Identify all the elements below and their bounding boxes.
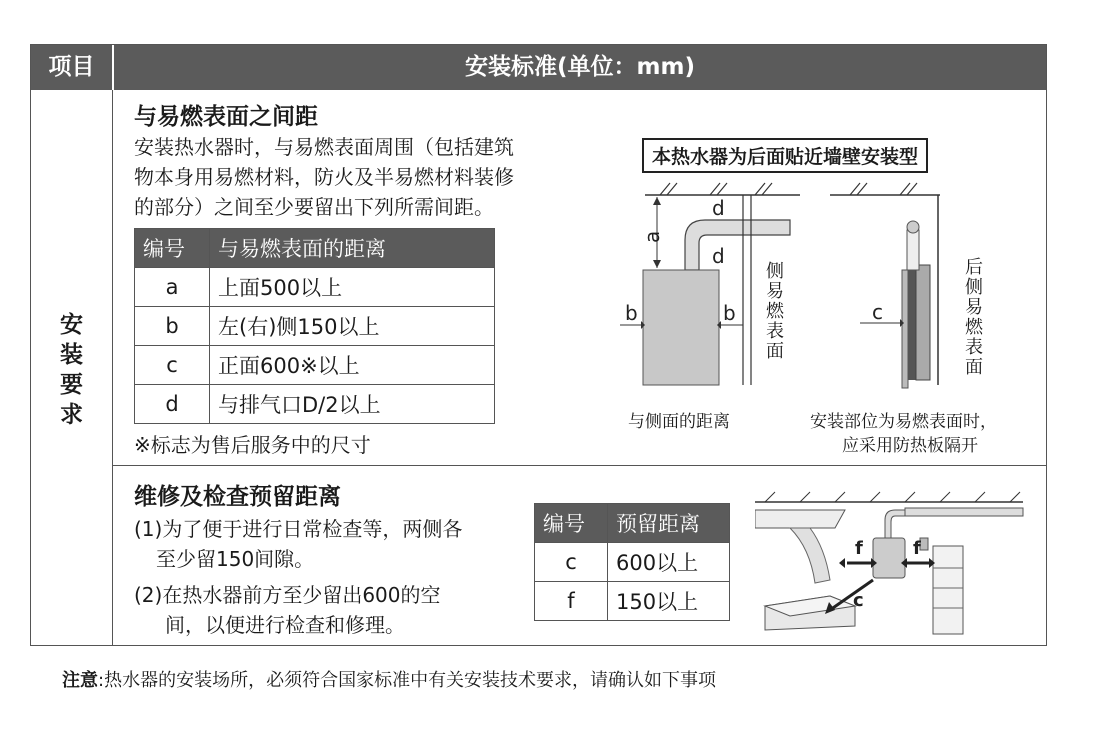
note-line: [62, 666, 716, 692]
table-cell: 150以上: [608, 582, 730, 621]
maintenance-diagram: [755, 488, 1025, 638]
table-cell: b: [135, 307, 210, 346]
footnote: ※标志为售后服务中的尺寸: [134, 433, 371, 457]
table-cell: 左(右)侧150以上: [210, 307, 495, 346]
maintenance-item: (1)为了便于进行日常检查等，两侧各: [134, 517, 463, 541]
header-item: 项目: [31, 45, 114, 90]
table-cell: 600以上: [608, 543, 730, 582]
diagram-letter-f: f: [913, 538, 921, 559]
diagram-letter-f: f: [855, 538, 863, 559]
table-row: [135, 385, 495, 424]
maintenance-item: 至少留150间隙。: [156, 547, 315, 571]
clearance-table: [534, 503, 730, 621]
diagram2-caption-line: 应采用防热板隔开: [842, 436, 978, 456]
diagram-letter-d: d: [712, 196, 725, 220]
section1-desc-line: 安装热水器时，与易燃表面周围（包括建筑: [134, 135, 514, 159]
maintenance-item: 间，以便进行检查和修理。: [165, 613, 405, 637]
diagram-letter-b: b: [723, 301, 736, 325]
table-cell: f: [535, 582, 608, 621]
section1-desc-line: 物本身用易燃材料，防火及半易燃材料装修: [134, 165, 514, 189]
diagram-letter-c: c: [853, 590, 864, 611]
table-row: [135, 346, 495, 385]
table-row: [535, 543, 730, 582]
diagram-letter-a: a: [640, 230, 664, 243]
diagram-letter-b: b: [625, 301, 638, 325]
table-cell: c: [535, 543, 608, 582]
side-flammable-label: 侧易燃表面: [766, 261, 784, 362]
table-cell: c: [135, 346, 210, 385]
table-row: [135, 268, 495, 307]
rear-wall-diagram: [830, 175, 970, 410]
table-cell: d: [135, 385, 210, 424]
maintenance-item: (2)在热水器前方至少留出600的空: [134, 583, 441, 607]
row-label: 安装要求: [60, 312, 83, 428]
section1-desc-line: 的部分）之间至少要留出下列所需间距。: [134, 195, 494, 219]
distance-table-header: 与易燃表面的距离: [210, 229, 495, 268]
table-cell: 上面500以上: [210, 268, 495, 307]
table-row: [135, 307, 495, 346]
distance-table-header: 编号: [135, 229, 210, 268]
diagram1-caption: 与侧面的距离: [628, 412, 730, 432]
diagram2-caption-line: 安装部位为易燃表面时，: [810, 412, 997, 432]
table-row: [535, 582, 730, 621]
note-label: 注意: [62, 670, 98, 691]
diagram-letter-d: d: [712, 244, 725, 268]
note-text: :热水器的安装场所，必须符合国家标准中有关安装技术要求，请确认如下事项: [98, 670, 717, 691]
table-cell: 与排气口D/2以上: [210, 385, 495, 424]
clearance-table-header: 编号: [535, 504, 608, 543]
distance-table: [134, 228, 495, 424]
header-standard: 安装标准(单位：mm): [465, 54, 695, 80]
clearance-table-header: 预留距离: [608, 504, 730, 543]
diagram-title: 本热水器为后面贴近墙壁安装型: [642, 138, 928, 173]
diagram-letter-c: c: [872, 300, 883, 324]
section-divider: [112, 465, 1046, 466]
row-label-cell: [31, 90, 113, 645]
rear-flammable-label: 后侧易燃表面: [965, 257, 983, 378]
section2-title: 维修及检查预留距离: [134, 484, 341, 510]
table-cell: a: [135, 268, 210, 307]
section1-title: 与易燃表面之间距: [134, 104, 318, 130]
table-header: [31, 45, 1046, 90]
table-cell: 正面600※以上: [210, 346, 495, 385]
